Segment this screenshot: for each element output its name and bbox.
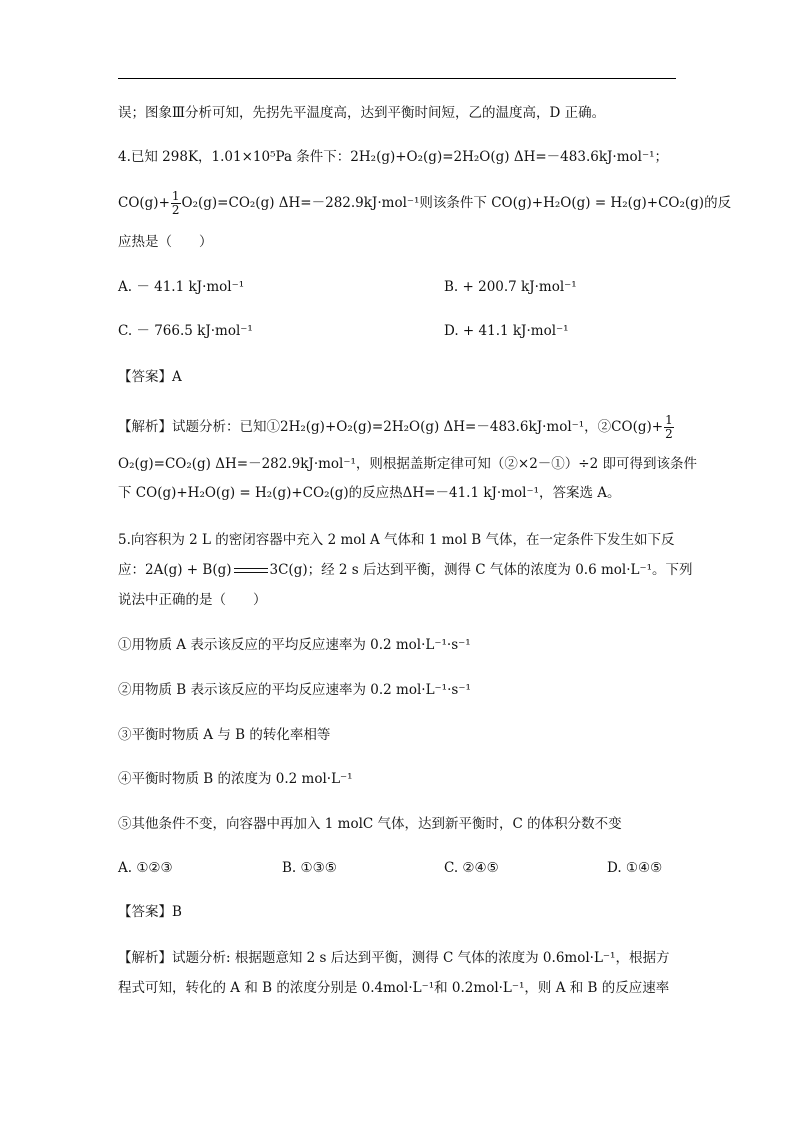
q4-option-b: B. + 200.7 kJ·mol⁻¹ [444, 279, 577, 295]
question-4-line-1: 4.已知 298K，1.01×10⁵Pa 条件下：2H₂(g)+O₂(g)=2H₂O(g) ΔH=－483.6kJ·mol⁻¹； [118, 149, 668, 165]
q5-option-a: A. ①②③ [118, 860, 173, 876]
q5-line2-end: 3C(g)；经 2 s 后达到平衡，测得 C 气体的浓度为 0.6 mol·L⁻¹。下列 [269, 562, 693, 578]
q5-line2-start: 应：2A(g) + B(g) [118, 562, 232, 578]
fraction-numerator: 1 [665, 413, 673, 427]
q4-option-c: C. － 766.5 kJ·mol⁻¹ [118, 323, 253, 339]
q4-exp1-text: 【解析】试题分析：已知①2H₂(g)+O₂(g)=2H₂O(g) ΔH=－483.6kJ·mol⁻¹，②CO(g)+ [118, 419, 664, 435]
q4-line2-start: CO(g)+ [118, 195, 170, 211]
q4-answer: 【答案】A [118, 369, 182, 385]
q5-statement-1: ①用物质 A 表示该反应的平均反应速率为 0.2 mol·L⁻¹·s⁻¹ [118, 637, 471, 653]
q5-statement-5: ⑤其他条件不变，向容器中再加入 1 molC 气体，达到新平衡时，C 的体积分数不变 [118, 816, 622, 832]
q5-option-c: C. ②④⑤ [444, 860, 499, 876]
fraction-one-half [171, 190, 181, 217]
q5-statement-4: ④平衡时物质 B 的浓度为 0.2 mol·L⁻¹ [118, 771, 353, 787]
q4-explanation-line-1 [118, 414, 675, 441]
q4-option-a: A. － 41.1 kJ·mol⁻¹ [118, 279, 245, 295]
equilibrium-arrow-icon [234, 567, 268, 575]
fraction-denominator: 2 [171, 203, 180, 217]
question-4-line-2 [118, 190, 731, 217]
question-5-line-3: 说法中正确的是（ ） [118, 592, 267, 608]
q5-statement-2: ②用物质 B 表示该反应的平均反应速率为 0.2 mol·L⁻¹·s⁻¹ [118, 682, 471, 698]
q5-explanation-line-2: 程式可知，转化的 A 和 B 的浓度分别是 0.4mol·L⁻¹和 0.2mol·L⁻¹，则 A 和 B 的反应速率 [118, 980, 670, 996]
q4-line2-end: O₂(g)=CO₂(g) ΔH=－282.9kJ·mol⁻¹则该条件下 CO(g)+H₂O(g) = H₂(g)+CO₂(g)的反 [181, 195, 732, 211]
fraction-denominator: 2 [665, 427, 673, 441]
q4-option-d: D. + 41.1 kJ·mol⁻¹ [444, 323, 569, 339]
fraction-one-half-explanation [664, 414, 674, 441]
fraction-numerator: 1 [171, 189, 180, 203]
continued-paragraph: 误；图象Ⅲ分析可知，先拐先平温度高，达到平衡时间短，乙的温度高，D 正确。 [118, 105, 606, 121]
question-4-line-3: 应热是（ ） [118, 234, 213, 250]
q5-answer: 【答案】B [118, 904, 182, 920]
q5-explanation-line-1: 【解析】试题分析: 根据题意知 2 s 后达到平衡，测得 C 气体的浓度为 0.6mol·L⁻¹，根据方 [118, 950, 670, 966]
q5-statement-3: ③平衡时物质 A 与 B 的转化率相等 [118, 727, 331, 743]
question-5-line-1: 5.向容积为 2 L 的密闭容器中充入 2 mol A 气体和 1 mol B 气体，在一定条件下发生如下反 [118, 532, 675, 548]
question-5-line-2 [118, 561, 693, 579]
q4-explanation-line-2: O₂(g)=CO₂(g) ΔH=－282.9kJ·mol⁻¹，则根据盖斯定律可知（②×2－①）÷2 即可得到该条件 [118, 456, 697, 472]
header-rule [118, 78, 676, 79]
q5-option-d: D. ①④⑤ [607, 860, 663, 876]
q5-option-b: B. ①③⑤ [282, 860, 337, 876]
q4-explanation-line-3: 下 CO(g)+H₂O(g) = H₂(g)+CO₂(g)的反应热ΔH=－41.1 kJ·mol⁻¹，答案选 A。 [118, 485, 621, 501]
